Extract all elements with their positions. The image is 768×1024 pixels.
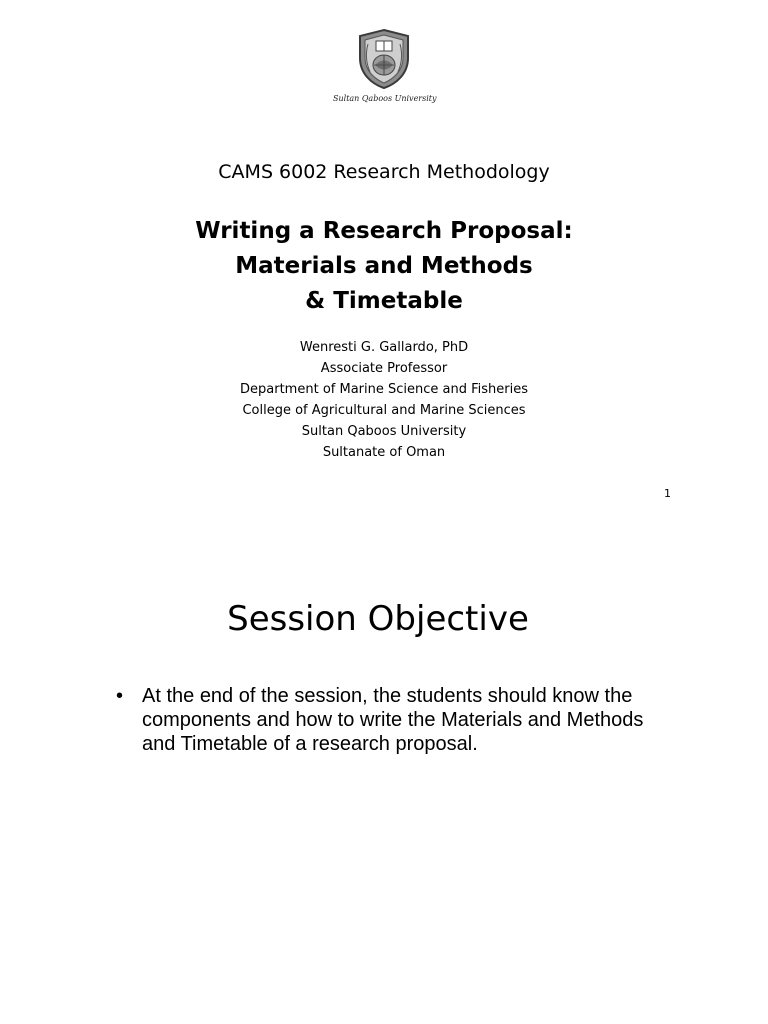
author-info [0, 337, 768, 463]
author-department: Department of Marine Science and Fisheries [240, 382, 528, 397]
university-crest-icon [356, 28, 412, 90]
title-line: Writing a Research Proposal: [195, 218, 573, 244]
course-title: CAMS 6002 Research Methodology [218, 161, 550, 183]
author-position: Associate Professor [320, 361, 448, 376]
author-university: Sultan Qaboos University [301, 424, 467, 439]
author-college: College of Agricultural and Marine Sciences [242, 403, 526, 418]
title-line: & Timetable [305, 288, 463, 314]
session-objective-title: Session Objective [227, 599, 529, 639]
author-country: Sultanate of Oman [322, 445, 446, 460]
title-line: Materials and Methods [235, 253, 533, 279]
author-name: Wenresti G. Gallardo, PhD [299, 340, 469, 355]
logo-caption: Sultan Qaboos University [333, 94, 437, 103]
presentation-title [0, 214, 768, 319]
objective-text: At the end of the session, the students should know the components and how to write the Materials and Methods and Timetable of a research proposal. [142, 685, 644, 755]
objective-slide [0, 512, 768, 1024]
slide-number: 1 [664, 487, 671, 500]
list-item [116, 684, 656, 756]
university-logo [333, 28, 435, 103]
bullet-icon: • [116, 685, 124, 707]
objective-list [116, 684, 656, 756]
